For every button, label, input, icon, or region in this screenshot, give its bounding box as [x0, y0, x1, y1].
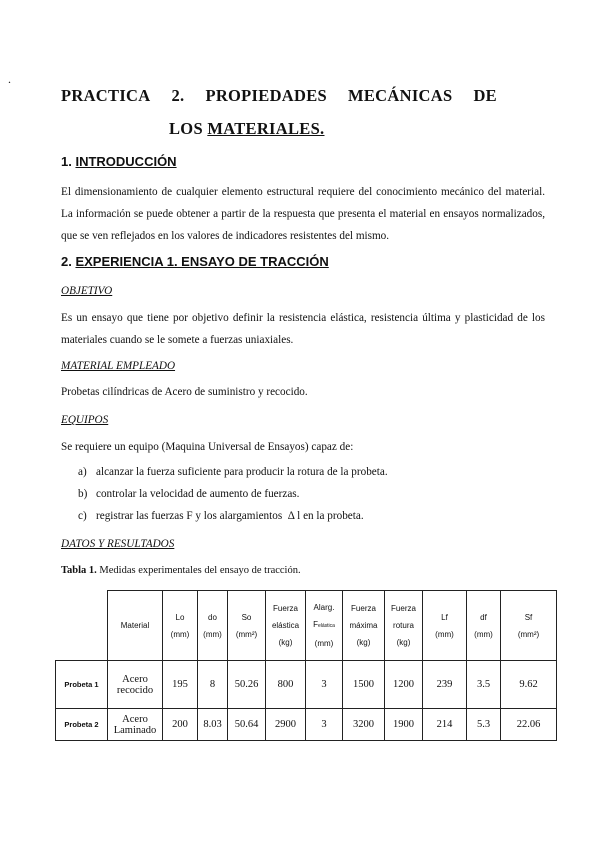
header-do: do (mm) [198, 591, 228, 661]
stray-dot: . [8, 72, 11, 86]
list-text: registrar las fuerzas F y los alargamientos Δ l en la probeta. [96, 510, 364, 522]
cell-material: Acero recocido [108, 661, 163, 709]
section-number: 1. [61, 154, 76, 169]
cell-value: 9.62 [501, 661, 557, 709]
title-prefix: LOS [169, 119, 208, 138]
header-fuerza-elastica: Fuerza elástica (kg) [266, 591, 306, 661]
header-so: So (mm²) [228, 591, 266, 661]
header-df: df (mm) [467, 591, 501, 661]
objetivo-paragraph: Es un ensayo que tiene por objetivo definir la resistencia elástica, resistencia última y plasticidad de los materiales cuando se le somete a fuerzas uniaxiales. [61, 312, 545, 346]
title-underlined: MATERIALES. [207, 119, 325, 138]
cell-value: 214 [423, 709, 467, 741]
section-number: 2. [61, 254, 76, 269]
cell-value: 3 [306, 661, 343, 709]
cell-value: 1500 [343, 661, 385, 709]
cell-value: 2900 [266, 709, 306, 741]
cell-value: 5.3 [467, 709, 501, 741]
datos-heading: DATOS Y RESULTADOS [61, 538, 175, 550]
header-fuerza-rotura: Fuerza rotura (kg) [385, 591, 423, 661]
intro-paragraph: El dimensionamiento de cualquier elemento estructural requiere del conocimiento mecánico del material. La información se puede obtener a partir de la respuesta que presenta el material en ensayos normalizados, que se ven reflejados en los valores de indicadores resistentes del mismo. [61, 186, 545, 242]
cell-value: 50.64 [228, 709, 266, 741]
cell-value: 239 [423, 661, 467, 709]
cell-value: 8.03 [198, 709, 228, 741]
header-fuerza-maxima: Fuerza máxima (kg) [343, 591, 385, 661]
title-word: DE [473, 86, 497, 105]
row-label: Probeta 1 [56, 661, 108, 709]
table-header-row [56, 591, 557, 661]
table-caption [61, 565, 301, 576]
cell-value: 1900 [385, 709, 423, 741]
list-item [78, 466, 388, 478]
title-word: PROPIEDADES [205, 86, 328, 105]
caption-text: Medidas experimentales del ensayo de tracción. [96, 565, 301, 576]
equipos-heading: EQUIPOS [61, 414, 109, 426]
header-alargamiento: Alarg. Felástica (mm) [306, 591, 343, 661]
material-paragraph: Probetas cilíndricas de Acero de suministro y recocido. [61, 386, 308, 398]
row-label: Probeta 2 [56, 709, 108, 741]
title-word: PRACTICA [61, 86, 151, 105]
objetivo-heading: OBJETIVO [61, 285, 113, 297]
list-text: controlar la velocidad de aumento de fuerzas. [96, 488, 300, 500]
list-text: alcanzar la fuerza suficiente para producir la rotura de la probeta. [96, 466, 388, 478]
empty-cell [56, 591, 108, 661]
results-table [55, 590, 557, 741]
cell-value: 3 [306, 709, 343, 741]
cell-material: Acero Laminado [108, 709, 163, 741]
title-word: 2. [171, 86, 185, 105]
section-1-heading [61, 154, 177, 169]
header-material: Material [108, 591, 163, 661]
list-marker: b) [78, 488, 88, 500]
cell-value: 200 [163, 709, 198, 741]
header-lf: Lf (mm) [423, 591, 467, 661]
cell-value: 3200 [343, 709, 385, 741]
section-2-heading [61, 254, 329, 269]
material-heading: MATERIAL EMPLEADO [61, 360, 176, 372]
section-title: INTRODUCCIÓN [75, 154, 177, 169]
cell-value: 3.5 [467, 661, 501, 709]
title-word: MECÁNICAS [348, 86, 453, 105]
title-line-2 [169, 119, 324, 139]
caption-label: Tabla 1. [61, 565, 97, 576]
list-marker: c) [78, 510, 87, 522]
table-row [56, 709, 557, 741]
section-title: EXPERIENCIA 1. ENSAYO DE TRACCIÓN [75, 254, 329, 269]
cell-value: 22.06 [501, 709, 557, 741]
list-item [78, 510, 364, 522]
cell-value: 8 [198, 661, 228, 709]
cell-value: 50.26 [228, 661, 266, 709]
cell-value: 1200 [385, 661, 423, 709]
cell-value: 800 [266, 661, 306, 709]
cell-value: 195 [163, 661, 198, 709]
title-line-1 [61, 86, 497, 106]
list-marker: a) [78, 466, 87, 478]
header-sf: Sf (mm²) [501, 591, 557, 661]
list-item [78, 488, 299, 500]
header-lo: Lo (mm) [163, 591, 198, 661]
equipos-paragraph: Se requiere un equipo (Maquina Universal de Ensayos) capaz de: [61, 441, 354, 453]
table-row [56, 661, 557, 709]
